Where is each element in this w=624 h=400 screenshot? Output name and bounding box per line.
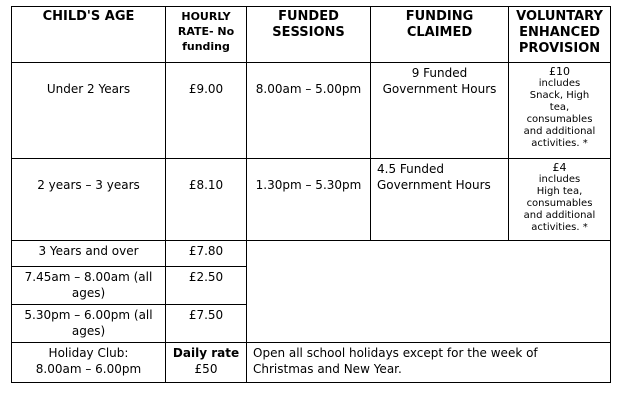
funding-claimed-cell bbox=[371, 159, 509, 241]
age-text-line1: 5.30pm – 6.00pm (all bbox=[24, 308, 153, 322]
header-voluntary-line2: ENHANCED bbox=[519, 25, 600, 40]
rate-text: £2.50 bbox=[188, 270, 224, 284]
funding-claimed-line2: Government Hours bbox=[382, 82, 497, 96]
funding-claimed-line1: 9 Funded bbox=[411, 66, 468, 80]
rate-cell bbox=[166, 63, 247, 159]
rate-text: £8.10 bbox=[188, 178, 224, 192]
rate-text: £7.50 bbox=[188, 308, 224, 322]
funding-claimed-line1: 4.5 Funded bbox=[377, 162, 444, 176]
age-text: Under 2 Years bbox=[46, 82, 131, 96]
vep-line: and additional bbox=[523, 126, 596, 137]
vep-line: activities. * bbox=[531, 222, 588, 233]
vep-line: consumables bbox=[526, 198, 593, 209]
table-row-holiday-club bbox=[12, 343, 611, 383]
rate-cell bbox=[166, 241, 247, 267]
table-row-3-and-over bbox=[12, 241, 611, 267]
vep-line: includes bbox=[538, 78, 581, 89]
holiday-line1: Holiday Club: bbox=[48, 346, 129, 360]
header-hourly-rate-line2: RATE- No bbox=[177, 25, 235, 38]
age-text-line2: ages) bbox=[71, 286, 106, 300]
age-text-line1: 7.45am – 8.00am (all bbox=[24, 270, 153, 284]
session-cell bbox=[247, 63, 371, 159]
age-cell bbox=[12, 159, 166, 241]
header-voluntary-enhanced-provision bbox=[509, 7, 611, 63]
vep-amount: £10 bbox=[549, 65, 570, 78]
session-cell bbox=[247, 159, 371, 241]
session-text: 1.30pm – 5.30pm bbox=[255, 178, 362, 192]
vep-line: tea, bbox=[549, 102, 570, 113]
vep-line: and additional bbox=[523, 210, 596, 221]
vep-line: includes bbox=[538, 174, 581, 185]
vep-line: High tea, bbox=[536, 186, 583, 197]
header-funded-sessions-line2: SESSIONS bbox=[272, 25, 345, 40]
header-voluntary-line1: VOLUNTARY bbox=[516, 9, 603, 24]
age-text-line2: ages) bbox=[71, 324, 106, 338]
funding-claimed-line2: Government Hours bbox=[377, 178, 491, 192]
age-cell bbox=[12, 267, 166, 305]
holiday-line2: 8.00am – 6.00pm bbox=[35, 362, 142, 376]
voluntary-provision-cell bbox=[509, 63, 611, 159]
daily-rate-value: £50 bbox=[194, 362, 218, 376]
session-text: 8.00am – 5.00pm bbox=[255, 82, 362, 96]
rate-text: £7.80 bbox=[188, 244, 224, 258]
vep-line: consumables bbox=[526, 114, 593, 125]
holiday-note-line2: Christmas and New Year. bbox=[253, 362, 402, 376]
age-cell bbox=[12, 63, 166, 159]
vep-amount: £4 bbox=[552, 161, 567, 174]
header-funding-claimed-line1: FUNDING bbox=[405, 9, 474, 24]
table-row-under-2 bbox=[12, 63, 611, 159]
holiday-note-cell bbox=[247, 343, 611, 383]
age-text: 2 years – 3 years bbox=[37, 178, 140, 192]
vep-line: Snack, High bbox=[529, 90, 590, 101]
rate-cell bbox=[166, 267, 247, 305]
daily-rate-label: Daily rate bbox=[172, 346, 240, 360]
holiday-note-line1: Open all school holidays except for the week of bbox=[253, 346, 538, 360]
header-childs-age-text: CHILD'S AGE bbox=[42, 9, 135, 24]
header-hourly-rate bbox=[166, 7, 247, 63]
table-row-2-to-3 bbox=[12, 159, 611, 241]
rate-cell bbox=[166, 305, 247, 343]
header-funded-sessions-line1: FUNDED bbox=[278, 9, 339, 24]
rate-text: £9.00 bbox=[188, 82, 224, 96]
header-funding-claimed bbox=[371, 7, 509, 63]
header-row bbox=[12, 7, 611, 63]
header-voluntary-line3: PROVISION bbox=[518, 41, 601, 56]
funding-claimed-cell bbox=[371, 63, 509, 159]
rate-cell bbox=[166, 343, 247, 383]
header-funded-sessions bbox=[247, 7, 371, 63]
header-hourly-rate-line1: HOURLY bbox=[181, 10, 231, 23]
empty-cell bbox=[247, 241, 611, 343]
childcare-fees-table bbox=[11, 6, 611, 383]
voluntary-provision-cell bbox=[509, 159, 611, 241]
age-text: 3 Years and over bbox=[38, 244, 139, 258]
age-cell bbox=[12, 343, 166, 383]
vep-line: activities. * bbox=[531, 138, 588, 149]
header-funding-claimed-line2: CLAIMED bbox=[406, 25, 473, 40]
rate-cell bbox=[166, 159, 247, 241]
header-hourly-rate-line3: funding bbox=[182, 40, 230, 53]
age-cell bbox=[12, 305, 166, 343]
age-cell bbox=[12, 241, 166, 267]
header-childs-age bbox=[12, 7, 166, 63]
